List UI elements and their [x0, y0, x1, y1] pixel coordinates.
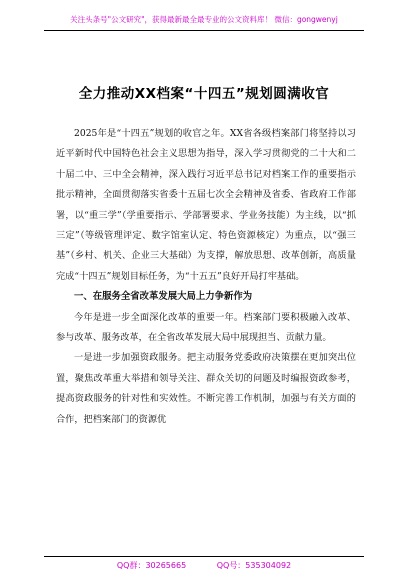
qq-group-text: QQ群：30265665 [116, 561, 187, 570]
document-body [56, 124, 356, 430]
paragraph-intro: 2025年是“十四五”规划的收官之年。XX省各级档案部门将坚持以习近平新时代中国特色社会主义思想为指导，深入学习贯彻党的二十大和二十届二中、三中全会精神，深入践行习近平总书记对档案工作的重要指示批示精神，全面贯彻落实省委十五届七次全会精神及省委、省政府工作部署，以“重三学”（学重要指示、学部署要求、学业务技能）为主线，以“抓三定”（等级管理评定、数字馆室认定、特色资源核定）为重点，以“强三基”（乡村、机关、企业三大基础）为支撑，解放思想、改革创新，高质量完成“十四五”规划目标任务，为“十五五”良好开局打牢基础。 [56, 128, 356, 282]
paragraph-item-1: 一是进一步加强资政服务。把主动服务党委政府决策摆在更加突出位置，聚焦改革重大举措和领导关注、群众关切的问题及时编报资政参考，提高资政服务的针对性和实效性。不断完善工作机制，加强与有关方面的合作，把档案部门的资源优 [56, 352, 356, 425]
header-banner: 关注头条号"公文研究"，获得最新最全最专业的公文资料库！ 微信：gongwenyj [70, 15, 338, 24]
document-title: 全力推动XX档案“十四五”规划圆满收官 [78, 86, 330, 102]
header-divider [44, 30, 364, 31]
footer-divider [44, 556, 364, 557]
qq-number-text: QQ号：535304092 [216, 561, 292, 570]
paragraph-section-1-intro: 今年是进一步全面深化改革的重要一年。档案部门要积极融入改革、参与改革、服务改革，在全省改革发展大局中展现担当、贡献力量。 [56, 311, 356, 344]
footer-contacts [0, 560, 408, 571]
section-heading-1: 一、在服务全省改革发展大局上力争新作为 [74, 291, 253, 303]
